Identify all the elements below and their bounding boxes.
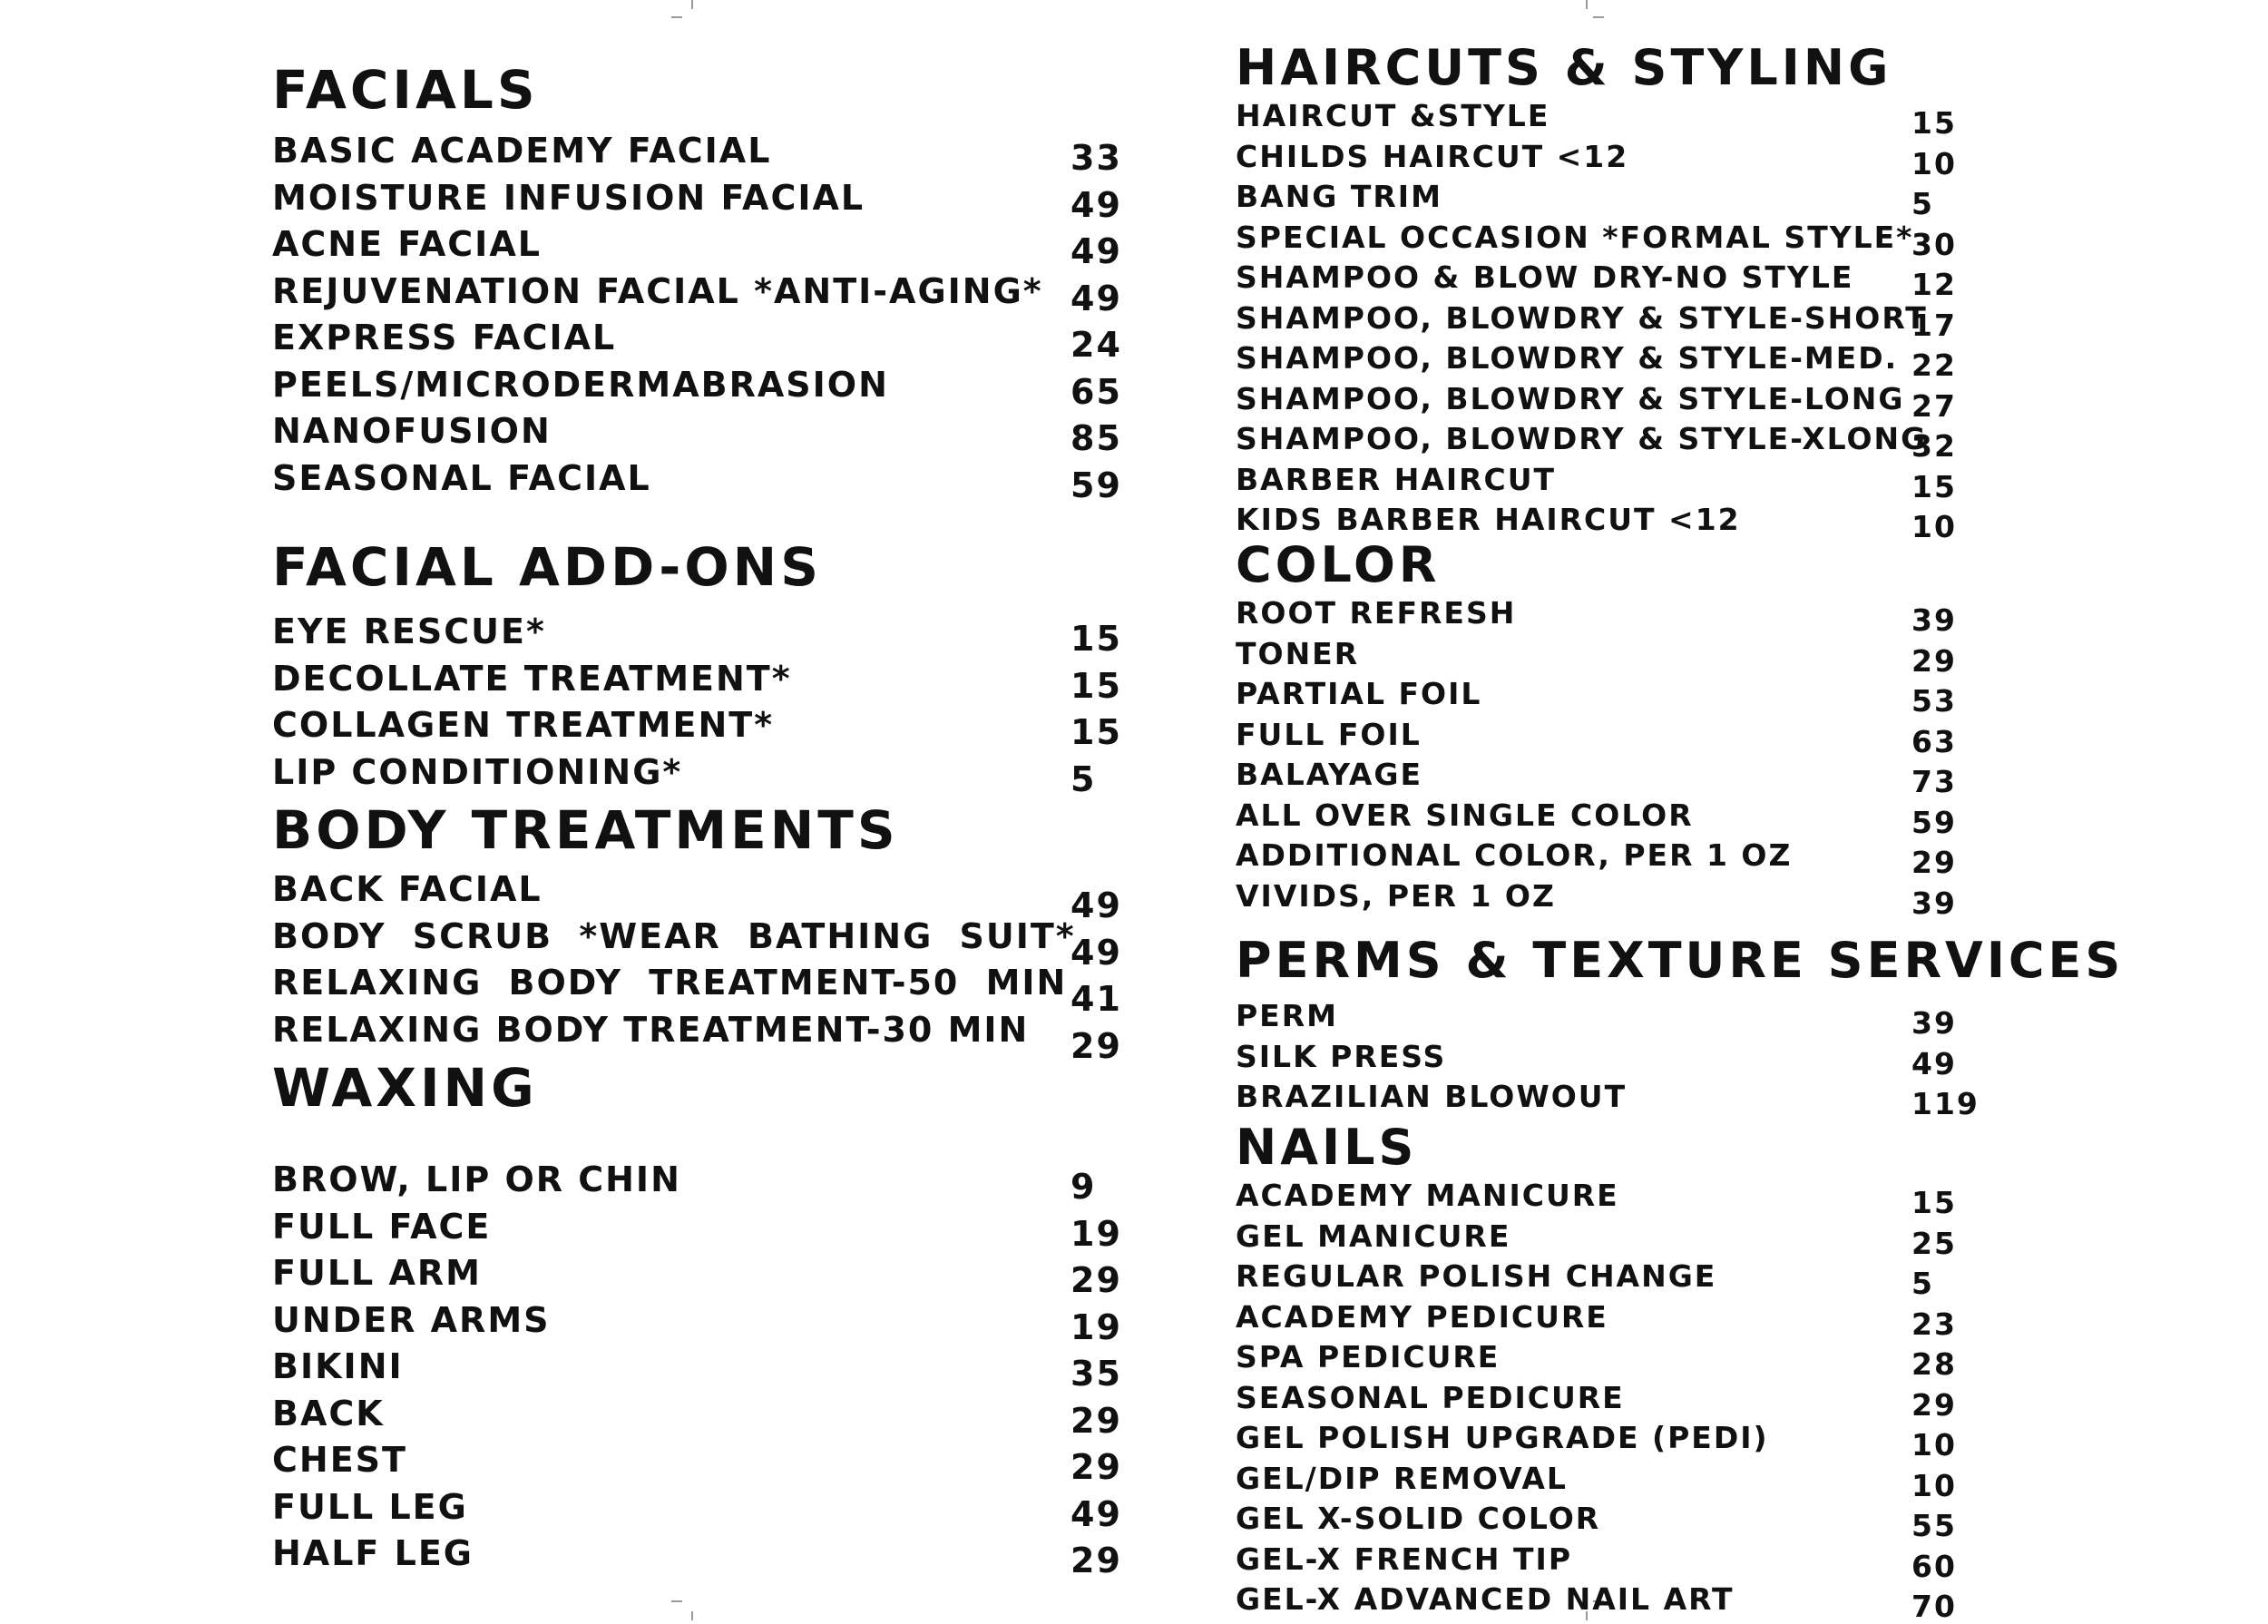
menu-item-name: CHEST — [272, 1440, 407, 1480]
menu-item-price: 5 — [1911, 186, 1934, 221]
menu-item-price: 25 — [1911, 1225, 1957, 1261]
section-facial-add-ons — [272, 536, 1122, 799]
menu-item-row — [272, 318, 1122, 365]
menu-item-price: 60 — [1911, 1548, 1957, 1584]
menu-item-price: 39 — [1911, 602, 1957, 638]
menu-item-name: BODY SCRUB *WEAR BATHING SUIT* — [272, 915, 1076, 956]
menu-item-price: 29 — [1911, 1386, 1957, 1423]
menu-item-row — [1236, 1501, 1957, 1543]
menu-item-price: 27 — [1911, 387, 1957, 424]
menu-item-price: 24 — [1070, 325, 1122, 365]
menu-item-row — [1236, 421, 1957, 464]
menu-item-price: 15 — [1911, 1185, 1957, 1220]
menu-item-name: MOISTURE INFUSION FACIAL — [272, 177, 865, 218]
menu-item-row — [272, 224, 1122, 271]
menu-item-row — [272, 411, 1122, 458]
section-title: WAXING — [272, 1057, 538, 1119]
menu-item-name: SPECIAL OCCASION *FORMAL STYLE* — [1236, 219, 1914, 255]
menu-item-price: 15 — [1070, 665, 1122, 706]
menu-item-price: 30 — [1911, 226, 1957, 262]
menu-item-price: 17 — [1911, 307, 1957, 343]
menu-item-row — [1236, 98, 1957, 141]
menu-item-name: ROOT REFRESH — [1236, 595, 1517, 631]
menu-item-row — [1236, 1258, 1934, 1301]
menu-item-price: 10 — [1911, 1467, 1957, 1503]
menu-item-name: SILK PRESS — [1236, 1038, 1447, 1074]
menu-item-row — [1236, 461, 1957, 504]
menu-item-price: 29 — [1070, 1025, 1122, 1066]
menu-item-name: RELAXING BODY TREATMENT-50 MIN — [272, 963, 1068, 1003]
crop-mark — [671, 1600, 682, 1602]
item-list — [1236, 1178, 1957, 1624]
menu-item-price: 49 — [1070, 885, 1122, 925]
crop-mark — [691, 1611, 693, 1620]
menu-item-name: ACADEMY PEDICURE — [1236, 1298, 1608, 1335]
menu-item-name: RELAXING BODY TREATMENT-30 MIN — [272, 1009, 1030, 1050]
menu-item-row — [272, 963, 1122, 1019]
menu-item-row — [1236, 1379, 1957, 1423]
menu-item-price: 15 — [1070, 619, 1122, 659]
menu-item-name: TONER — [1236, 635, 1360, 671]
menu-item-price: 63 — [1911, 723, 1957, 759]
menu-item-price: 49 — [1070, 184, 1122, 225]
menu-item-row — [272, 611, 1122, 659]
item-list — [1236, 998, 2124, 1120]
menu-item-row — [272, 1533, 1122, 1580]
menu-item-price: 15 — [1911, 468, 1957, 504]
menu-item-name: GEL X-SOLID COLOR — [1236, 1501, 1601, 1536]
menu-item-name: ALL OVER SINGLE COLOR — [1236, 797, 1694, 833]
menu-item-row — [272, 869, 1122, 925]
section-nails — [1236, 1119, 1957, 1624]
menu-item-name: GEL/DIP REMOVAL — [1236, 1460, 1568, 1496]
menu-item-price: 70 — [1911, 1589, 1957, 1624]
menu-item-name: GEL POLISH UPGRADE (PEDI) — [1236, 1420, 1769, 1455]
menu-item-price: 19 — [1070, 1306, 1122, 1347]
menu-item-row — [272, 131, 1122, 178]
menu-item-row — [1236, 1218, 1957, 1261]
menu-item-price: 32 — [1911, 428, 1957, 464]
menu-item-name: BACK FACIAL — [272, 869, 543, 909]
menu-item-price: 28 — [1911, 1346, 1957, 1382]
menu-item-name: GEL-X ADVANCED NAIL ART — [1236, 1581, 1735, 1617]
menu-item-name: SHAMPOO & BLOW DRY-NO STYLE — [1236, 259, 1854, 295]
section-title: HAIRCUTS & STYLING — [1236, 39, 1892, 96]
section-perms-texture-services — [1236, 932, 2125, 1121]
menu-item-price: 29 — [1070, 1447, 1122, 1487]
menu-item-price: 49 — [1070, 231, 1122, 271]
menu-item-price: 39 — [1911, 885, 1957, 921]
item-list — [272, 869, 1122, 1066]
menu-item-name: REJUVENATION FACIAL *ANTI-AGING* — [272, 270, 1043, 311]
menu-item-row — [272, 270, 1122, 318]
menu-item-name: REGULAR POLISH CHANGE — [1236, 1258, 1717, 1294]
menu-item-name: EYE RESCUE* — [272, 611, 546, 651]
menu-item-row — [272, 915, 1122, 973]
menu-item-price: 29 — [1070, 1260, 1122, 1300]
menu-item-name: SHAMPOO, BLOWDRY & STYLE-XLONG — [1236, 421, 1928, 456]
menu-item-price: 39 — [1911, 1005, 1957, 1041]
section-waxing — [272, 1057, 1122, 1580]
menu-item-price: 19 — [1070, 1213, 1122, 1254]
section-title: FACIAL ADD-ONS — [272, 536, 822, 598]
menu-item-price: 65 — [1070, 371, 1122, 412]
menu-item-name: EXPRESS FACIAL — [272, 318, 617, 357]
menu-item-price: 10 — [1911, 509, 1957, 544]
menu-item-name: PEELS/MICRODERMABRASION — [272, 364, 889, 405]
item-list — [272, 131, 1122, 505]
menu-item-price: 73 — [1911, 764, 1957, 799]
menu-item-row — [1236, 1460, 1957, 1503]
menu-item-price: 59 — [1911, 804, 1957, 840]
menu-item-name: VIVIDS, PER 1 OZ — [1236, 877, 1556, 914]
menu-item-row — [272, 658, 1122, 706]
menu-item-price: 5 — [1070, 758, 1097, 799]
menu-item-row — [272, 705, 1122, 752]
menu-item-name: FULL FOIL — [1236, 716, 1422, 752]
menu-item-price: 59 — [1070, 465, 1122, 505]
menu-item-row — [272, 1299, 1122, 1347]
menu-item-name: BANG TRIM — [1236, 179, 1442, 214]
menu-item-price: 49 — [1070, 1493, 1122, 1534]
menu-item-price: 29 — [1070, 1541, 1122, 1580]
crop-mark — [691, 0, 693, 9]
item-list — [1236, 98, 1957, 544]
menu-item-price: 49 — [1070, 278, 1122, 318]
menu-item-name: PARTIAL FOIL — [1236, 676, 1482, 711]
menu-item-price: 23 — [1911, 1306, 1957, 1342]
menu-item-price: 49 — [1070, 932, 1122, 973]
menu-item-name: CHILDS HAIRCUT <12 — [1236, 138, 1629, 174]
menu-item-price: 85 — [1070, 418, 1122, 458]
menu-item-price: 9 — [1070, 1167, 1097, 1207]
item-list — [272, 611, 1122, 799]
section-haircuts-styling — [1236, 39, 1957, 544]
menu-item-row — [272, 1253, 1122, 1300]
crop-mark — [671, 16, 682, 18]
menu-item-name: BROW, LIP OR CHIN — [272, 1159, 681, 1199]
menu-item-row — [272, 1393, 1122, 1441]
menu-item-row — [272, 1486, 1122, 1534]
menu-item-name: SEASONAL FACIAL — [272, 457, 651, 498]
menu-item-name: SHAMPOO, BLOWDRY & STYLE-LONG — [1236, 380, 1905, 416]
menu-item-name: SHAMPOO, BLOWDRY & STYLE-SHORT — [1236, 299, 1928, 336]
menu-item-row — [1236, 299, 1957, 343]
menu-item-name: BIKINI — [272, 1346, 404, 1386]
menu-item-price: 10 — [1911, 145, 1957, 181]
menu-item-name: GEL-X FRENCH TIP — [1236, 1541, 1573, 1577]
crop-mark — [1586, 0, 1588, 9]
menu-item-name: SEASONAL PEDICURE — [1236, 1379, 1625, 1415]
menu-item-row — [1236, 138, 1957, 181]
menu-item-name: BACK — [272, 1393, 385, 1433]
menu-item-name: UNDER ARMS — [272, 1299, 551, 1340]
menu-item-row — [1236, 877, 1957, 921]
menu-item-row — [272, 1206, 1122, 1254]
menu-item-row — [1236, 259, 1957, 302]
menu-item-row — [1236, 219, 1957, 262]
menu-item-name: FULL ARM — [272, 1253, 482, 1293]
menu-item-name: BASIC ACADEMY FACIAL — [272, 131, 772, 171]
menu-item-row — [272, 177, 1122, 225]
menu-item-row — [272, 364, 1122, 412]
menu-item-row — [272, 1009, 1122, 1066]
section-title: PERMS & TEXTURE SERVICES — [1236, 932, 2125, 989]
menu-item-name: ACADEMY MANICURE — [1236, 1178, 1619, 1213]
menu-item-row — [1236, 1039, 2124, 1080]
menu-item-price: 15 — [1911, 105, 1957, 141]
menu-item-row — [1236, 998, 2124, 1039]
menu-item-price: 29 — [1070, 1400, 1122, 1441]
menu-item-price: 15 — [1070, 712, 1122, 752]
menu-item-price: 55 — [1911, 1508, 1957, 1543]
menu-item-name: KIDS BARBER HAIRCUT <12 — [1236, 502, 1741, 537]
section-title: COLOR — [1236, 536, 1441, 593]
menu-item-price: 35 — [1070, 1354, 1122, 1394]
menu-item-price: 33 — [1070, 138, 1122, 178]
menu-item-name: DECOLLATE TREATMENT* — [272, 658, 792, 699]
menu-item-price: 12 — [1911, 267, 1957, 302]
menu-item-price: 5 — [1911, 1266, 1934, 1301]
menu-item-row — [1236, 635, 1957, 679]
menu-item-name: LIP CONDITIONING* — [272, 751, 683, 792]
menu-item-price: 119 — [1911, 1086, 1980, 1121]
menu-item-name: COLLAGEN TREATMENT* — [272, 705, 775, 745]
menu-item-price: 49 — [1911, 1045, 1957, 1081]
menu-item-row — [272, 1346, 1122, 1394]
menu-item-row — [1236, 837, 1957, 880]
menu-item-row — [1236, 1581, 1957, 1624]
section-title: FACIALS — [272, 59, 539, 121]
menu-item-price: 29 — [1911, 642, 1957, 679]
item-list — [1236, 595, 1957, 921]
menu-item-name: ACNE FACIAL — [272, 224, 542, 264]
menu-item-row — [1236, 797, 1957, 840]
menu-item-price: 10 — [1911, 1427, 1957, 1463]
menu-item-row — [1236, 1298, 1957, 1342]
menu-item-name: GEL MANICURE — [1236, 1218, 1511, 1254]
menu-item-row — [1236, 1339, 1957, 1382]
item-list — [272, 1159, 1122, 1580]
menu-item-price: 29 — [1911, 845, 1957, 880]
menu-item-name: BALAYAGE — [1236, 757, 1423, 792]
menu-item-name: SPA PEDICURE — [1236, 1339, 1501, 1375]
menu-item-row — [272, 457, 1122, 505]
menu-item-price: 41 — [1070, 979, 1122, 1019]
menu-item-name: PERM — [1236, 998, 1338, 1033]
menu-item-row — [1236, 340, 1957, 383]
menu-item-name: FULL LEG — [272, 1486, 468, 1527]
menu-item-row — [1236, 1420, 1957, 1463]
menu-item-row — [1236, 676, 1957, 719]
menu-item-name: HALF LEG — [272, 1533, 474, 1573]
menu-item-row — [1236, 757, 1957, 799]
menu-item-row — [1236, 179, 1934, 221]
menu-item-row — [1236, 595, 1957, 638]
menu-item-row — [1236, 716, 1957, 759]
menu-item-row — [272, 751, 1097, 799]
menu-item-name: SHAMPOO, BLOWDRY & STYLE-MED. — [1236, 340, 1899, 376]
section-body-treatments — [272, 799, 1122, 1066]
menu-item-name: BARBER HAIRCUT — [1236, 461, 1557, 497]
section-facials — [272, 59, 1122, 505]
section-title: BODY TREATMENTS — [272, 799, 899, 861]
menu-item-row — [1236, 1178, 1957, 1220]
section-color — [1236, 536, 1957, 921]
menu-item-name: FULL FACE — [272, 1206, 492, 1247]
crop-mark — [1593, 16, 1604, 18]
section-title: NAILS — [1236, 1119, 1418, 1176]
menu-item-price: 22 — [1911, 347, 1957, 383]
menu-item-row — [1236, 380, 1957, 424]
menu-item-price: 53 — [1911, 683, 1957, 719]
menu-item-row — [272, 1440, 1122, 1487]
menu-item-row — [272, 1159, 1097, 1207]
menu-item-row — [1236, 1079, 2124, 1120]
menu-item-name: ADDITIONAL COLOR, PER 1 OZ — [1236, 837, 1793, 873]
menu-item-name: NANOFUSION — [272, 411, 552, 451]
menu-item-row — [1236, 1541, 1957, 1584]
menu-item-name: BRAZILIAN BLOWOUT — [1236, 1079, 1628, 1114]
menu-item-name: HAIRCUT &STYLE — [1236, 98, 1550, 133]
